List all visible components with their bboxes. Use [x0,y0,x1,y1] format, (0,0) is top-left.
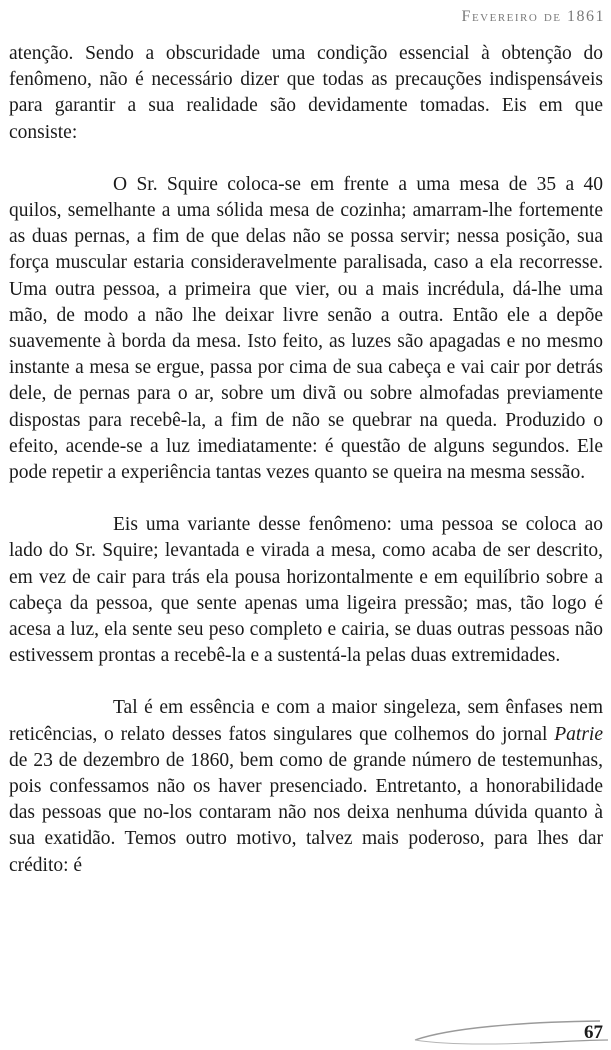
paragraph-4-text-after: de 23 de dezembro de 1860, bem como de grande número de testemunhas, pois confessamos não os haver presenciado. Entretanto, a honorabilidade das pessoas que no-los contaram não nos deixa nenhuma dúvida quanto à sua exatidão. Temos outro motivo, talvez mais poderoso, para lhes dar crédito: é [9,749,603,876]
newspaper-title: Patrie [554,723,603,745]
swash-ornament-icon [410,1018,610,1048]
paragraph-4 [9,695,603,878]
paragraph-4-text-before: Tal é em essência e com a maior singeleza, sem ênfases nem reticências, o relato desses fatos singulares que colhemos do jornal [9,697,603,745]
running-header: Fevereiro de 1861 [461,8,605,25]
paragraph-1: atenção. Sendo a obscuridade uma condição essencial à obtenção do fenômeno, não é necessário dizer que todas as precauções indispensáveis para garantir a sua realidade são devidamente tomadas. Eis em que consiste: [9,43,603,143]
paragraph-2: O Sr. Squire coloca-se em frente a uma mesa de 35 a 40 quilos, semelhante a uma sólida mesa de cozinha; amarram-lhe fortemente as duas pernas, a fim de que delas não se possa servir; nessa posição, sua força muscular estaria consideravelmente paralisada, caso a ela recorresse. Uma outra pessoa, a primeira que vier, ou a mais incrédula, dá-lhe uma mão, de modo a não lhe deixar livre senão a outra. Então ele a depõe suavemente à borda da mesa. Isto feito, as luzes são apagadas e no mesmo instante a mesa se ergue, passa por cima de sua cabeça e vai cair por detrás dele, de pernas para o ar, sobre um divã ou sobre almofadas previamente dispostas para recebê-la, a fim de não se quebrar na queda. Produzido o efeito, acende-se a luz imediatamente: é questão de alguns segundos. Ele pode repetir a experiência tantas vezes quanto se queira na mesma sessão. [9,173,603,484]
page-number: 67 [584,1022,603,1043]
paragraph-3: Eis uma variante desse fenômeno: uma pessoa se coloca ao lado do Sr. Squire; levantada e virada a mesa, como acaba de ser descrito, em vez de cair para trás ela pousa horizontalmente e em equilíbrio sobre a cabeça da pessoa, que sente apenas uma ligeira pressão; mas, tão logo é acesa a luz, ela sente seu peso completo e cairia, se duas outras pessoas não estivessem prontas a recebê-la e a sustentá-la pelas duas extremidades. [9,514,603,667]
body-text [9,41,603,879]
